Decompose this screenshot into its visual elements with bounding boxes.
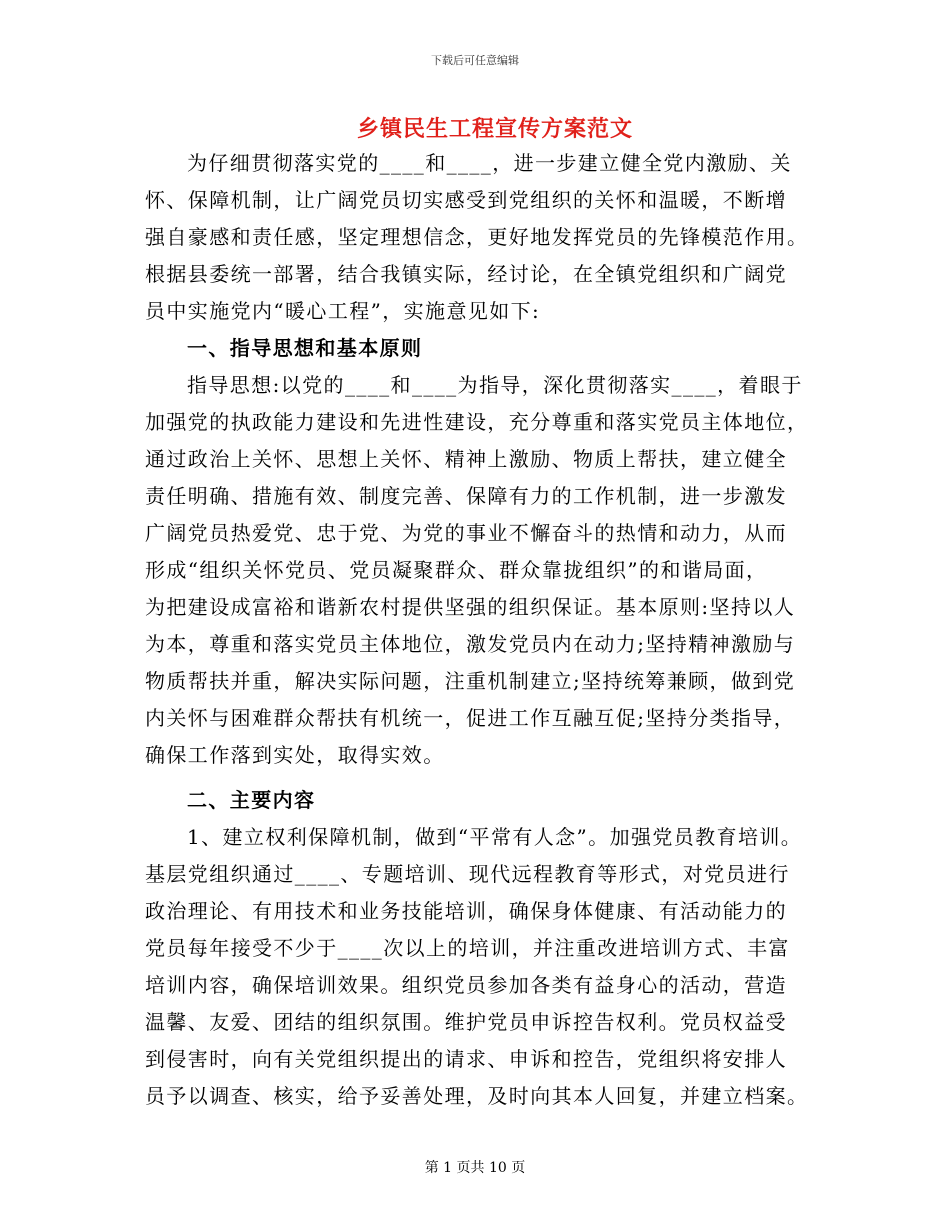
paragraph-line: 员予以调查、核实，给予妥善处理，及时向其本人回复，并建立档案。 <box>145 1084 809 1108</box>
paragraph-line: 基层党组织通过____、专题培训、现代远程教育等形式，对党员进行 <box>145 862 790 886</box>
paragraph-line: 物质帮扶并重，解决实际问题，注重机制建立;坚持统筹兼顾，做到党 <box>145 669 796 693</box>
paragraph-line: 形成“组织关怀党员、党员凝聚群众、群众靠拢组织”的和谐局面， <box>145 558 768 582</box>
paragraph-line: 确保工作落到实处，取得实效。 <box>145 743 445 767</box>
paragraph-line: 内关怀与困难群众帮扶有机统一，促进工作互融互促;坚持分类指导， <box>145 706 796 730</box>
paragraph-line: 1、建立权利保障机制，做到“平常有人念”。加强党员教育培训。 <box>187 825 803 849</box>
header-note: 下载后可任意编辑 <box>431 54 519 67</box>
section-gap <box>145 774 835 782</box>
paragraph-line: 政治理论、有用技术和业务技能培训，确保身体健康、有活动能力的 <box>145 899 787 923</box>
document-body <box>145 145 835 1115</box>
page-footer: 第 1 页共 10 页 <box>424 1160 526 1176</box>
paragraph-line: 为仔细贯彻落实党的____和____，进一步建立健全党内激励、关 <box>187 151 792 175</box>
paragraph-line: 党员每年接受不少于____次以上的培训，并注重改进培训方式、丰富 <box>145 936 790 960</box>
paragraph-line: 指导思想:以党的____和____为指导，深化贯彻落实____，着眼于 <box>187 373 803 397</box>
paragraph-line: 加强党的执政能力建设和先进性建设，充分尊重和落实党员主体地位， <box>145 410 809 434</box>
section-heading: 二、主要内容 <box>187 788 316 812</box>
paragraph-line: 培训内容，确保培训效果。组织党员参加各类有益身心的活动，营造 <box>145 973 787 997</box>
paragraph-line: 为把建设成富裕和谐新农村提供坚强的组织保证。基本原则:坚持以人 <box>145 595 796 619</box>
document-title: 乡镇民生工程宣传方案范文 <box>356 116 633 142</box>
paragraph-line: 员中实施党内“暖心工程”，实施意见如下: <box>145 299 541 323</box>
section-heading: 一、指导思想和基本原则 <box>187 336 423 360</box>
paragraph-line: 责任明确、措施有效、制度完善、保障有力的工作机制，进一步激发 <box>145 484 787 508</box>
paragraph-line: 温馨、友爱、团结的组织氛围。维护党员申诉控告权利。党员权益受 <box>145 1010 787 1034</box>
paragraph-line: 通过政治上关怀、思想上关怀、精神上激励、物质上帮扶，建立健全 <box>145 447 787 471</box>
paragraph-line: 怀、保障机制，让广阔党员切实感受到党组织的关怀和温暖，不断增 <box>145 188 787 212</box>
paragraph-line: 强自豪感和责任感，坚定理想信念，更好地发挥党员的先锋模范作用。 <box>145 225 809 249</box>
paragraph-line: 为本，尊重和落实党员主体地位，激发党员内在动力;坚持精神激励与 <box>145 632 796 656</box>
paragraph-line: 到侵害时，向有关党组织提出的请求、申诉和控告，党组织将安排人 <box>145 1047 787 1071</box>
paragraph-line: 根据县委统一部署，结合我镇实际，经讨论，在全镇党组织和广阔党 <box>145 262 787 286</box>
paragraph-line: 广阔党员热爱党、忠于党、为党的事业不懈奋斗的热情和动力，从而 <box>145 521 787 545</box>
